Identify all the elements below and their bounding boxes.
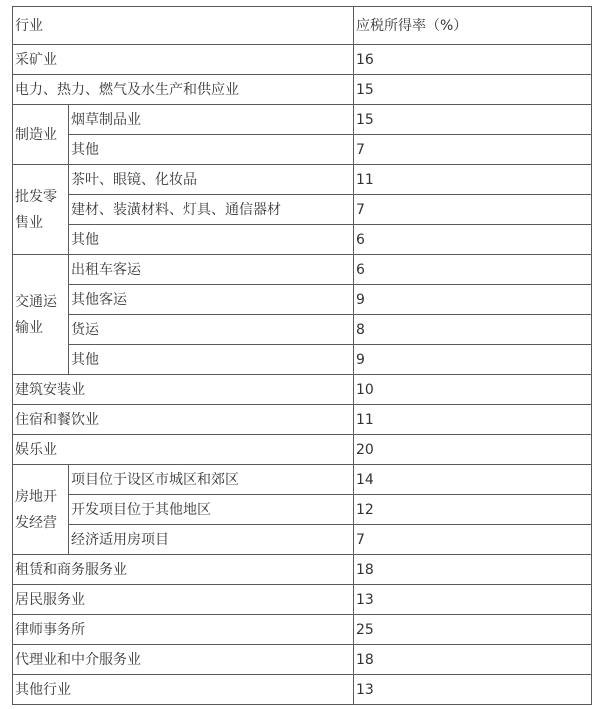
tax-rate-table-container (12, 6, 592, 705)
sub-industry-name: 烟草制品业 (69, 105, 354, 135)
rate-value: 15 (354, 75, 592, 105)
industry-name: 租赁和商务服务业 (13, 555, 354, 585)
table-row (13, 405, 592, 435)
rate-value: 16 (354, 45, 592, 75)
rate-value: 13 (354, 585, 592, 615)
industry-name: 电力、热力、燃气及水生产和供应业 (13, 75, 354, 105)
rate-value: 12 (354, 495, 592, 525)
industry-name: 住宿和餐饮业 (13, 405, 354, 435)
table-row (13, 285, 592, 315)
table-row (13, 195, 592, 225)
table-row (13, 525, 592, 555)
table-row (13, 165, 592, 195)
rate-value: 7 (354, 135, 592, 165)
sub-industry-name: 出租车客运 (69, 255, 354, 285)
table-row (13, 135, 592, 165)
sub-industry-name: 项目位于设区市城区和郊区 (69, 465, 354, 495)
table-row (13, 585, 592, 615)
rate-value: 25 (354, 615, 592, 645)
rate-value: 11 (354, 165, 592, 195)
sub-industry-name: 开发项目位于其他地区 (69, 495, 354, 525)
header-rate: 应税所得率（%） (354, 7, 592, 45)
rate-value: 8 (354, 315, 592, 345)
rate-value: 14 (354, 465, 592, 495)
table-row (13, 675, 592, 705)
sub-industry-name: 建材、装潢材料、灯具、通信器材 (69, 195, 354, 225)
table-row (13, 555, 592, 585)
industry-name: 其他行业 (13, 675, 354, 705)
table-row (13, 105, 592, 135)
tax-rate-table (12, 6, 592, 705)
rate-value: 7 (354, 525, 592, 555)
industry-name: 代理业和中介服务业 (13, 645, 354, 675)
rate-value: 18 (354, 645, 592, 675)
table-row (13, 645, 592, 675)
rate-value: 20 (354, 435, 592, 465)
table-row (13, 45, 592, 75)
table-row (13, 465, 592, 495)
table-row (13, 255, 592, 285)
rate-value: 6 (354, 255, 592, 285)
table-header-row (13, 7, 592, 45)
table-row (13, 225, 592, 255)
industry-group-name: 房地开发经营 (13, 465, 69, 555)
industry-group-name: 批发零售业 (13, 165, 69, 255)
rate-value: 13 (354, 675, 592, 705)
table-row (13, 75, 592, 105)
industry-name: 娱乐业 (13, 435, 354, 465)
rate-value: 11 (354, 405, 592, 435)
industry-name: 律师事务所 (13, 615, 354, 645)
table-row (13, 495, 592, 525)
sub-industry-name: 茶叶、眼镜、化妆品 (69, 165, 354, 195)
rate-value: 7 (354, 195, 592, 225)
industry-name: 居民服务业 (13, 585, 354, 615)
sub-industry-name: 其他客运 (69, 285, 354, 315)
rate-value: 6 (354, 225, 592, 255)
table-row (13, 345, 592, 375)
sub-industry-name: 经济适用房项目 (69, 525, 354, 555)
rate-value: 9 (354, 285, 592, 315)
industry-group-name: 制造业 (13, 105, 69, 165)
rate-value: 15 (354, 105, 592, 135)
sub-industry-name: 其他 (69, 135, 354, 165)
industry-name: 采矿业 (13, 45, 354, 75)
table-row (13, 435, 592, 465)
header-industry: 行业 (13, 7, 354, 45)
sub-industry-name: 其他 (69, 345, 354, 375)
sub-industry-name: 其他 (69, 225, 354, 255)
rate-value: 10 (354, 375, 592, 405)
table-row (13, 315, 592, 345)
industry-name: 建筑安装业 (13, 375, 354, 405)
table-row (13, 615, 592, 645)
rate-value: 9 (354, 345, 592, 375)
rate-value: 18 (354, 555, 592, 585)
sub-industry-name: 货运 (69, 315, 354, 345)
table-row (13, 375, 592, 405)
industry-group-name: 交通运输业 (13, 255, 69, 375)
